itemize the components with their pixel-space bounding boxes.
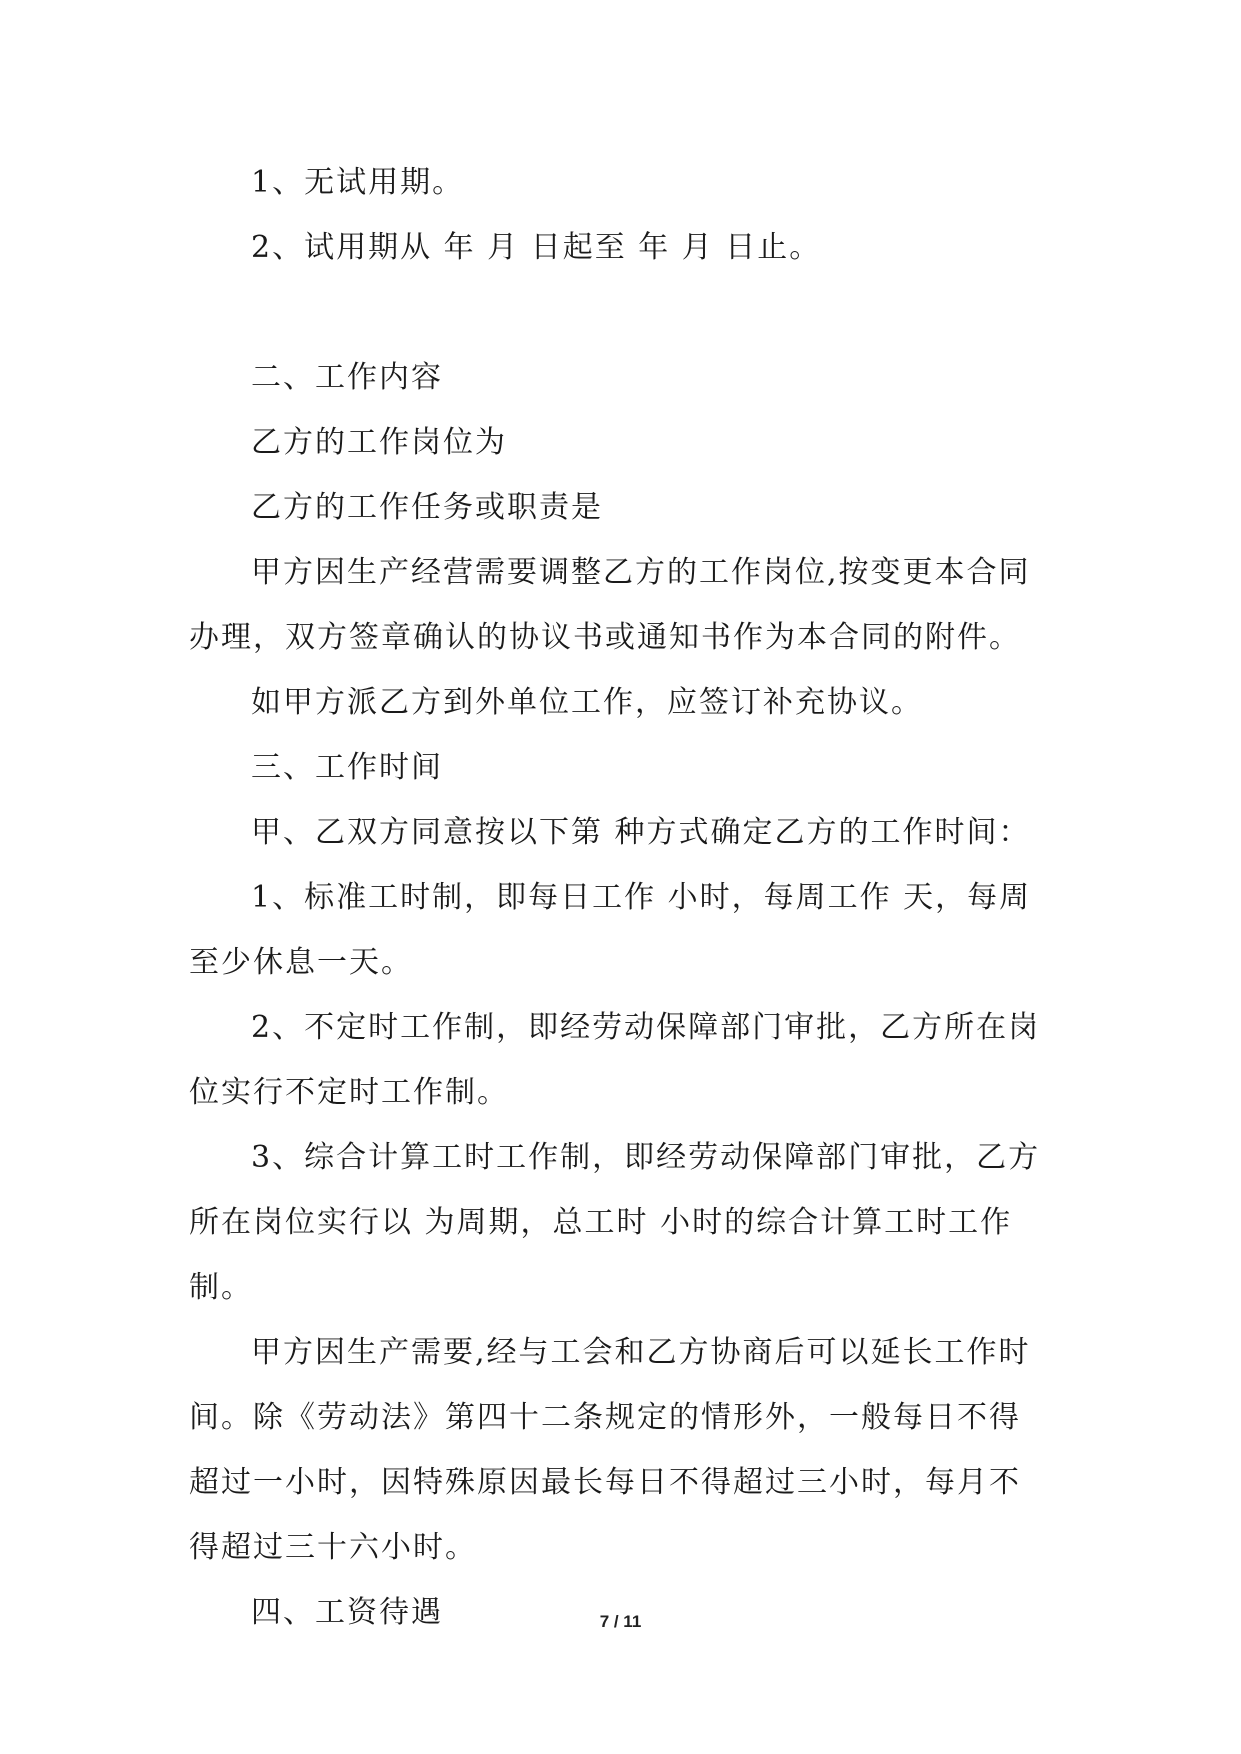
document-body: [189, 150, 1051, 1645]
paragraph-no-probation: 1、无试用期。: [251, 165, 465, 200]
paragraph-comprehensive-hours: 3、综合计算工时工作制，即经劳动保障部门审批，乙方所在岗位实行以 为周期，总工时 小时的综合计算工时工作制。: [189, 1140, 1041, 1305]
section-heading-work-content: 二、工作内容: [251, 360, 443, 395]
paragraph-overtime: 甲方因生产需要,经与工会和乙方协商后可以延长工作时间。除《劳动法》第四十二条规定的情形外，一般每日不得超过一小时，因特殊原因最长每日不得超过三小时，每月不得超过三十六小时。: [189, 1335, 1031, 1565]
section-heading-wages: 四、工资待遇: [251, 1595, 443, 1630]
paragraph-position-adjustment: 甲方因生产经营需要调整乙方的工作岗位,按变更本合同办理，双方签章确认的协议书或通知书作为本合同的附件。: [189, 555, 1031, 655]
section-heading-working-hours: 三、工作时间: [251, 750, 443, 785]
paragraph-work-duties: 乙方的工作任务或职责是: [251, 490, 603, 525]
page-number: 7 / 11: [599, 1612, 642, 1631]
paragraph-spacer: [189, 280, 1051, 345]
paragraph-flexible-hours: 2、不定时工作制，即经劳动保障部门审批，乙方所在岗位实行不定时工作制。: [189, 1010, 1041, 1110]
paragraph-probation-period: 2、试用期从 年 月 日起至 年 月 日止。: [251, 230, 822, 265]
paragraph-work-position: 乙方的工作岗位为: [251, 425, 507, 460]
paragraph-external-assignment: 如甲方派乙方到外单位工作，应签订补充协议。: [251, 685, 923, 720]
paragraph-standard-hours: 1、标准工时制，即每日工作 小时，每周工作 天，每周至少休息一天。: [189, 880, 1032, 980]
paragraph-hours-method: 甲、乙双方同意按以下第 种方式确定乙方的工作时间：: [251, 815, 1031, 850]
